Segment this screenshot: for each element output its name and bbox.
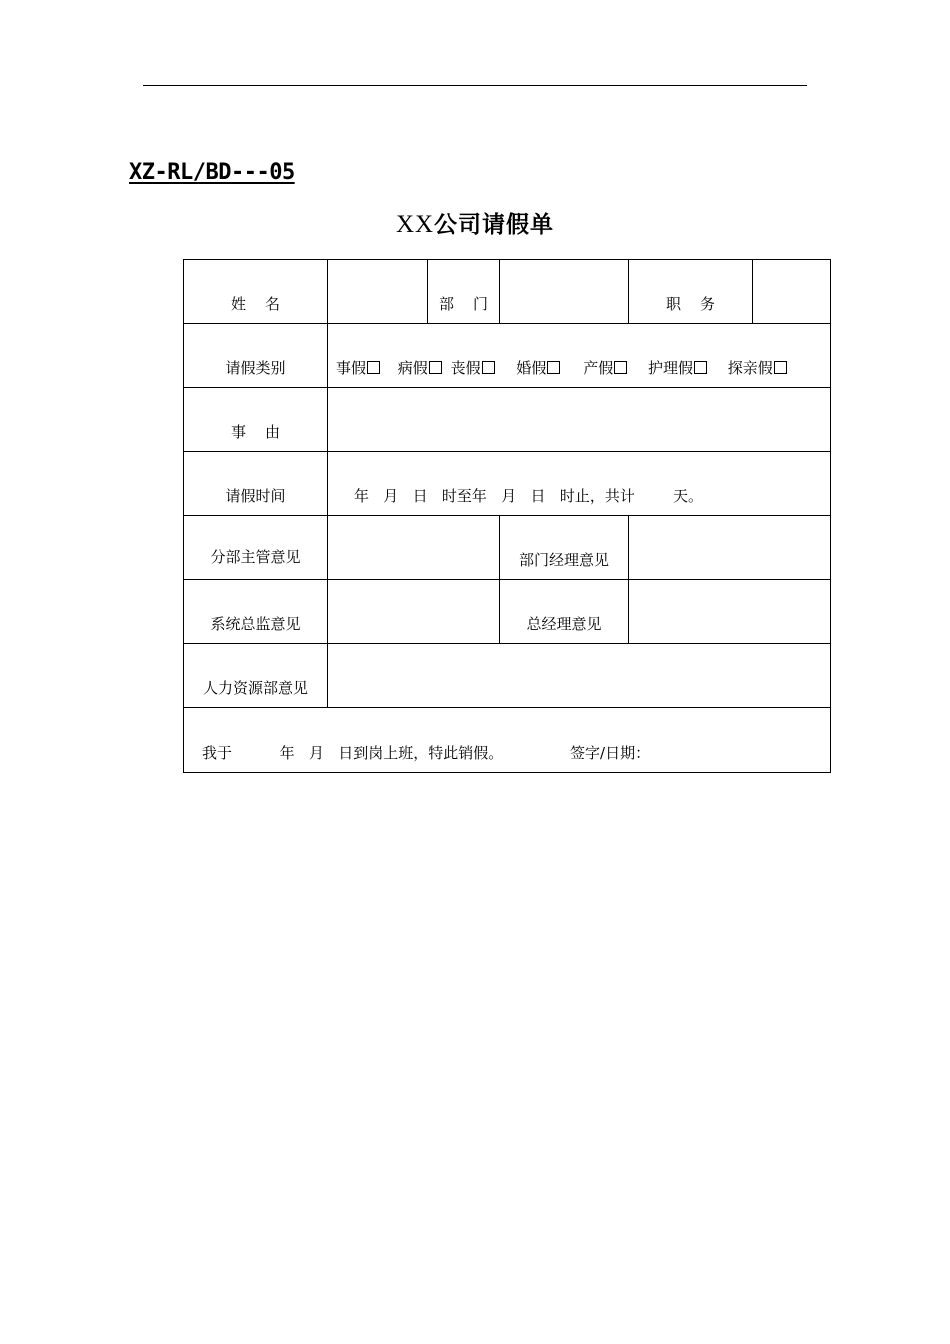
title-prefix: XX	[395, 211, 435, 238]
name-label: 姓 名	[184, 260, 328, 324]
reason-field[interactable]	[328, 388, 831, 452]
checkbox-icon[interactable]	[547, 361, 560, 374]
document-title	[0, 206, 950, 239]
branch-supervisor-label: 分部主管意见	[184, 516, 328, 580]
row-approval-1	[184, 516, 831, 580]
position-label: 职 务	[629, 260, 753, 324]
checkbox-icon[interactable]	[694, 361, 707, 374]
row-hr	[184, 644, 831, 708]
leave-type-personal[interactable]: 事假	[336, 359, 380, 377]
position-field[interactable]	[753, 260, 831, 324]
row-reason	[184, 388, 831, 452]
row-approval-2	[184, 580, 831, 644]
system-director-label: 系统总监意见	[184, 580, 328, 644]
leave-type-label: 请假类别	[184, 324, 328, 388]
leave-type-family-visit[interactable]: 探亲假	[728, 359, 787, 377]
dept-manager-label: 部门经理意见	[500, 516, 629, 580]
leave-type-marriage[interactable]: 婚假	[516, 359, 560, 377]
dept-label: 部 门	[428, 260, 500, 324]
dept-manager-field[interactable]	[629, 516, 831, 580]
return-statement[interactable]: 我于 年 月 日到岗上班，特此销假。 签字/日期：	[184, 708, 831, 773]
hr-field[interactable]	[328, 644, 831, 708]
general-manager-label: 总经理意见	[500, 580, 629, 644]
title-main: 公司请假单	[434, 211, 555, 238]
document-code: XZ-RL/BD---05	[129, 160, 295, 185]
leave-type-options	[328, 324, 831, 388]
row-leave-time	[184, 452, 831, 516]
branch-supervisor-field[interactable]	[328, 516, 500, 580]
hr-label: 人力资源部意见	[184, 644, 328, 708]
checkbox-icon[interactable]	[614, 361, 627, 374]
checkbox-icon[interactable]	[429, 361, 442, 374]
checkbox-icon[interactable]	[774, 361, 787, 374]
general-manager-field[interactable]	[629, 580, 831, 644]
leave-type-sick[interactable]: 病假	[398, 359, 442, 377]
leave-type-bereavement[interactable]: 丧假	[451, 359, 495, 377]
checkbox-icon[interactable]	[367, 361, 380, 374]
leave-time-field[interactable]: 年 月 日 时至年 月 日 时止，共计 天。	[328, 452, 831, 516]
row-return	[184, 708, 831, 773]
row-basic-info	[184, 260, 831, 324]
checkbox-icon[interactable]	[482, 361, 495, 374]
leave-form-table	[183, 259, 831, 773]
system-director-field[interactable]	[328, 580, 500, 644]
reason-label: 事 由	[184, 388, 328, 452]
dept-field[interactable]	[500, 260, 629, 324]
header-rule	[143, 85, 807, 86]
leave-type-nursing[interactable]: 护理假	[648, 359, 707, 377]
leave-type-maternity[interactable]: 产假	[583, 359, 627, 377]
leave-time-label: 请假时间	[184, 452, 328, 516]
name-field[interactable]	[328, 260, 428, 324]
row-leave-type	[184, 324, 831, 388]
